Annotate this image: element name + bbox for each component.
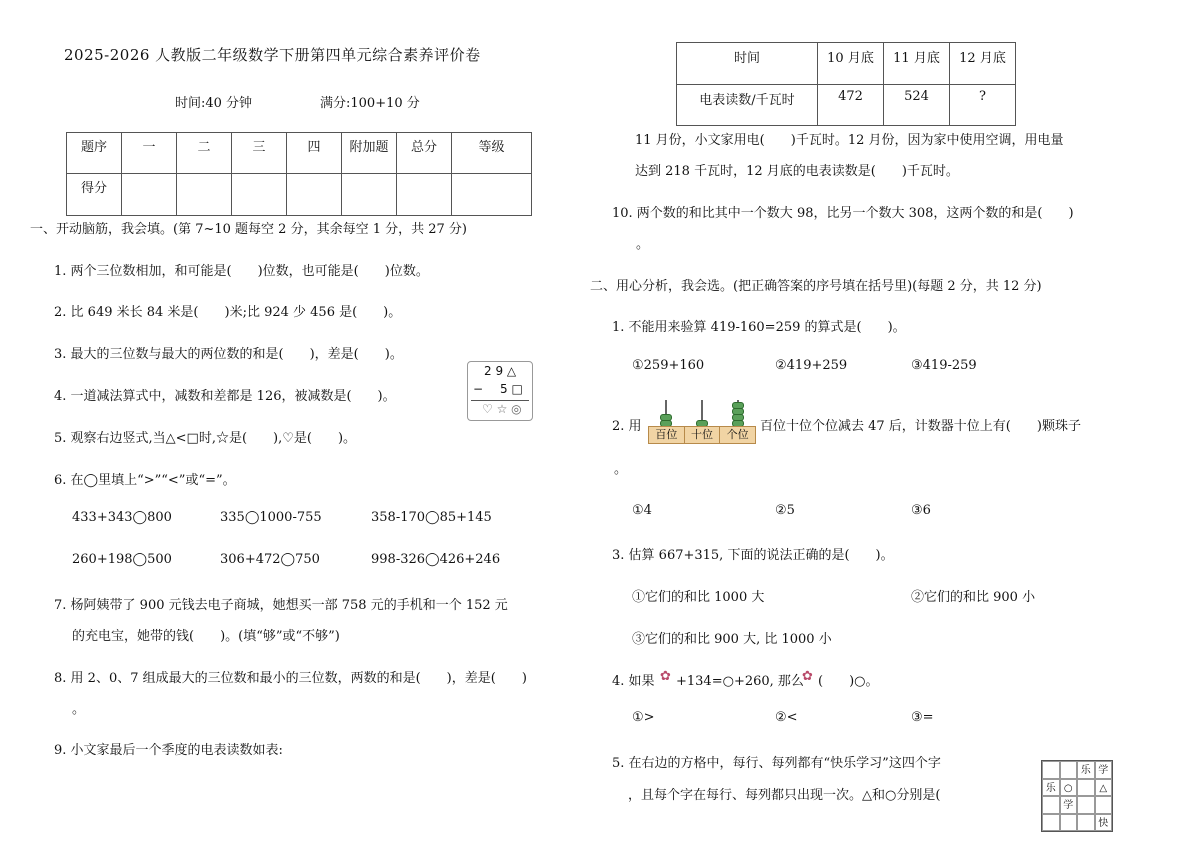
- section1-heading: 一、开动脑筋，我会填。(第 7~10 题每空 2 分，其余每空 1 分，共 27 分): [30, 222, 467, 237]
- calc-row-3: ♡ ☆ ◎: [482, 402, 522, 416]
- compare-item: 260+198◯500: [72, 552, 172, 567]
- score-table: [66, 132, 532, 216]
- question-2-2-pre: 2. 用: [612, 419, 642, 434]
- score-header: 题序: [67, 133, 122, 174]
- grid-cell: △: [1095, 779, 1113, 797]
- option: ②5: [775, 503, 795, 518]
- option: ①>: [632, 710, 655, 725]
- grid-cell: 快: [1095, 814, 1113, 832]
- question-1-1: 1. 两个三位数相加，和可能是( )位数，也可能是( )位数。: [54, 264, 429, 279]
- calc-row-1: 2 9 △: [484, 364, 517, 378]
- question-1-6: 6. 在◯里填上“>”“<”或“=”。: [54, 473, 236, 488]
- meter-value: 472: [818, 85, 884, 126]
- score-cell[interactable]: [177, 174, 232, 216]
- compare-item: 433+343◯800: [72, 510, 172, 525]
- question-1-4: 4. 一道减法算式中，减数和差都是 126，被减数是( )。: [54, 389, 396, 404]
- grid-cell: ○: [1060, 779, 1078, 797]
- score-header: 总分: [397, 133, 452, 174]
- grid-cell: 乐: [1077, 761, 1095, 779]
- meter-header: 10 月底: [818, 43, 884, 85]
- full-score: 满分:100+10 分: [320, 96, 420, 111]
- abacus-label: 十位: [685, 427, 721, 443]
- grid-cell: 乐: [1042, 779, 1060, 797]
- grid-cell: 学: [1095, 761, 1113, 779]
- option: ①259+160: [632, 358, 705, 373]
- vertical-calculation: [467, 361, 533, 421]
- option: ②它们的和比 900 小: [911, 590, 1036, 605]
- question-2-5-line1: 5. 在右边的方格中，每行、每列都有“快乐学习”这四个字: [612, 756, 941, 771]
- meter-header: 11 月底: [884, 43, 950, 85]
- grid-cell: [1077, 814, 1095, 832]
- score-header: 二: [177, 133, 232, 174]
- score-header: 一: [122, 133, 177, 174]
- question-1-10-line2: 。: [636, 237, 650, 252]
- grid-cell: [1077, 779, 1095, 797]
- option: ①4: [632, 503, 652, 518]
- question-2-4-mid: +134=○+260, 那么: [676, 674, 804, 689]
- question-1-5: 5. 观察右边竖式,当△<□时,☆是( ),♡是( )。: [54, 431, 357, 446]
- flower-icon: ✿: [802, 669, 813, 684]
- grid-cell: [1042, 814, 1060, 832]
- question-1-7-line1: 7. 杨阿姨带了 900 元钱去电子商城，她想买一部 758 元的手机和一个 152 元: [54, 598, 508, 613]
- grid-cell: [1060, 814, 1078, 832]
- score-cell[interactable]: [122, 174, 177, 216]
- grid-cell: [1095, 796, 1113, 814]
- calc-divider: [471, 400, 529, 401]
- option: ③419-259: [911, 358, 977, 373]
- question-1-8-line1: 8. 用 2、0、7 组成最大的三位数和最小的三位数，两数的和是( )，差是( ): [54, 671, 527, 686]
- word-grid: [1041, 760, 1113, 832]
- question-1-8-line2: 。: [72, 702, 86, 717]
- question-2-4-post: ( )○。: [818, 674, 879, 689]
- calc-row-2: 5 □: [500, 382, 523, 396]
- question-1-9-cont-line2: 达到 218 千瓦时，12 月底的电表读数是( )千瓦时。: [635, 164, 959, 179]
- score-cell[interactable]: [397, 174, 452, 216]
- option: ①它们的和比 1000 大: [632, 590, 765, 605]
- question-1-9-cont-line1: 11 月份，小文家用电( )千瓦时。12 月份，因为家中使用空调，用电量: [635, 133, 1064, 148]
- meter-table: [676, 42, 1016, 126]
- score-row-label: 得分: [67, 174, 122, 216]
- abacus-label: 百位: [649, 427, 685, 443]
- question-2-5-line2: ，且每个字在每行、每列都只出现一次。△和○分别是(: [628, 788, 941, 803]
- meter-row-label: 电表读数/千瓦时: [677, 85, 818, 126]
- page-title: 2025-2026 人教版二年级数学下册第四单元综合素养评价卷: [64, 46, 481, 64]
- meter-value: 524: [884, 85, 950, 126]
- section2-heading: 二、用心分析，我会选。(把正确答案的序号填在括号里)(每题 2 分，共 12 分): [590, 279, 1042, 294]
- grid-cell: [1042, 796, 1060, 814]
- question-1-3: 3. 最大的三位数与最大的两位数的和是( )，差是( )。: [54, 347, 403, 362]
- option: ②419+259: [775, 358, 848, 373]
- question-1-7-line2: 的充电宝，她带的钱( )。(填“够”或“不够”): [72, 629, 340, 644]
- meter-header: 时间: [677, 43, 818, 85]
- score-cell[interactable]: [342, 174, 397, 216]
- flower-icon: ✿: [660, 669, 671, 684]
- calc-minus: −: [473, 382, 484, 396]
- compare-item: 306+472◯750: [220, 552, 320, 567]
- score-header: 等级: [452, 133, 532, 174]
- question-2-2-post: 百位十位个位减去 47 后，计数器十位上有( )颗珠子: [760, 419, 1081, 434]
- meter-value: ?: [950, 85, 1016, 126]
- question-1-10-line1: 10. 两个数的和比其中一个数大 98，比另一个数大 308，这两个数的和是( ): [612, 206, 1074, 221]
- compare-item: 358-170◯85+145: [371, 510, 492, 525]
- option: ③6: [911, 503, 931, 518]
- score-header: 三: [232, 133, 287, 174]
- option: ②<: [775, 710, 798, 725]
- question-1-2: 2. 比 649 米长 84 米是( )米;比 924 少 456 是( )。: [54, 305, 402, 320]
- compare-item: 335◯1000-755: [220, 510, 322, 525]
- option: ③它们的和比 900 大, 比 1000 小: [632, 632, 832, 647]
- score-cell[interactable]: [452, 174, 532, 216]
- time-limit: 时间:40 分钟: [175, 96, 253, 111]
- abacus-base: [648, 426, 756, 444]
- abacus-image: [648, 398, 756, 444]
- grid-cell: [1042, 761, 1060, 779]
- grid-cell: 学: [1060, 796, 1078, 814]
- grid-cell: [1060, 761, 1078, 779]
- meter-header: 12 月底: [950, 43, 1016, 85]
- question-1-9: 9. 小文家最后一个季度的电表读数如表:: [54, 743, 283, 758]
- question-2-4-pre: 4. 如果: [612, 674, 655, 689]
- question-2-1: 1. 不能用来验算 419-160=259 的算式是( )。: [612, 320, 906, 335]
- score-header: 四: [287, 133, 342, 174]
- abacus-label: 个位: [726, 428, 749, 441]
- question-2-2-line2: 。: [614, 462, 628, 477]
- compare-item: 998-326◯426+246: [371, 552, 501, 567]
- score-header: 附加题: [342, 133, 397, 174]
- score-cell[interactable]: [232, 174, 287, 216]
- question-2-3: 3. 估算 667+315, 下面的说法正确的是( )。: [612, 548, 894, 563]
- grid-cell: [1077, 796, 1095, 814]
- score-cell[interactable]: [287, 174, 342, 216]
- option: ③=: [911, 710, 934, 725]
